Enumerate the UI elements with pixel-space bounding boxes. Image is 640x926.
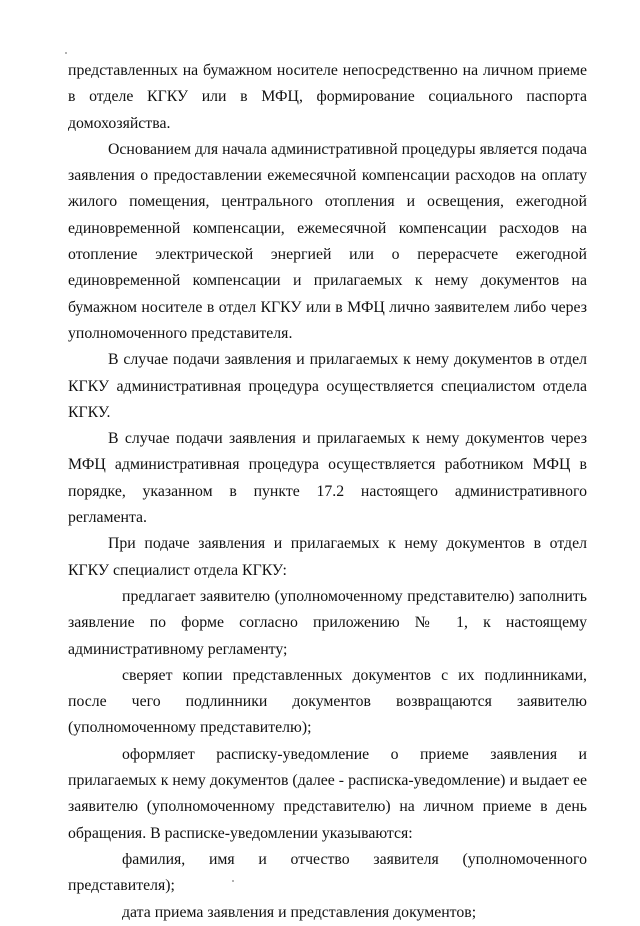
list-item-receipt-date: дата приема заявления и представления документов; (122, 903, 477, 921)
list-item-issue-receipt: оформляет расписку-уведомление о приеме заявления и прилагаемых к нему документов (далее - расписка-уведомление) и выдает ее заявителю (уполномоченному представителю) на личном приеме в день обращения. В расписке-уведомлении указываются: (68, 745, 587, 842)
paragraph-specialist-intro: При подаче заявления и прилагаемых к нему документов в отдел КГКУ специалист отдела КГКУ: (68, 535, 587, 579)
scan-speck (65, 52, 67, 54)
paragraph-mfc-case: В случае подачи заявления и прилагаемых к нему документов через МФЦ административная процедура осуществляется работником МФЦ в порядке, указанном в пункте 17.2 настоящего административного регламента. (68, 430, 587, 527)
paragraph-kgku-case: В случае подачи заявления и прилагаемых к нему документов в отдел КГКУ административная процедура осуществляется специалистом отдела КГКУ. (68, 351, 587, 421)
paragraph-basis: Основанием для начала административной процедуры является подача заявления о предоставлении ежемесячной компенсации расходов на оплату жилого помещения, центрального отопления и освещения, ежегодной единовременной компенсации, ежемесячной компенсации расходов на отопление электрической энергией или о перерасчете ежегодной единовременной компенсации и прилагаемых к нему документов на бумажном носителе в отдел КГКУ или в МФЦ лично заявителем либо через уполномоченного представителя. (68, 140, 587, 342)
list-item-offer-application: предлагает заявителю (уполномоченному представителю) заполнить заявление по форме согласно приложению № 1, к настоящему административному регламенту; (68, 587, 587, 658)
document-body (68, 58, 587, 926)
list-item-applicant-name: фамилия, имя и отчество заявителя (уполномоченного представителя); (68, 850, 587, 895)
paragraph-continuation: представленных на бумажном носителе непосредственно на личном приеме в отделе КГКУ или в МФЦ, формирование социального паспорта домохозяйства. (68, 62, 587, 132)
list-item-verify-copies: сверяет копии представленных документов с их подлинниками, после чего подлинники документов возвращаются заявителю (уполномоченному представителю); (68, 666, 587, 737)
